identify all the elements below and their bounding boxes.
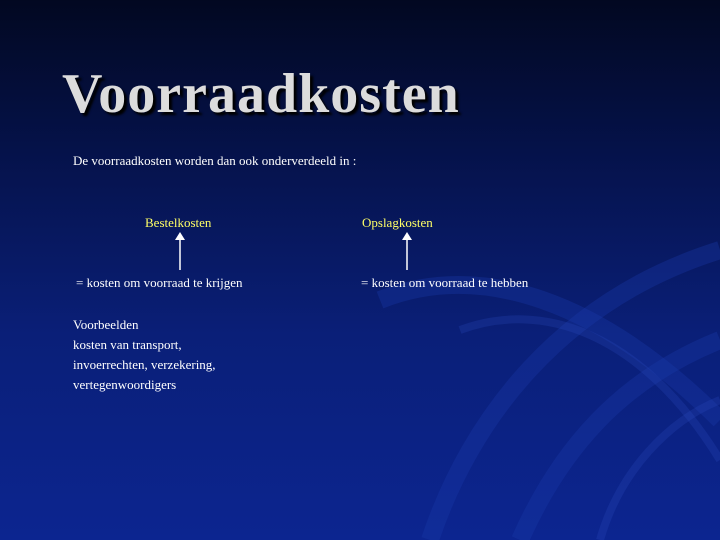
examples-line: invoerrechten, verzekering, — [73, 357, 216, 372]
examples-heading: Voorbeelden — [73, 317, 139, 332]
heading-bestelkosten: Bestelkosten — [145, 215, 212, 230]
description-opslagkosten: = kosten om voorraad te hebben — [361, 275, 529, 290]
up-arrow-icon — [401, 232, 413, 270]
examples-block — [73, 315, 216, 395]
slide-title: Voorraadkosten — [62, 63, 460, 125]
examples-line: vertegenwoordigers — [73, 377, 177, 392]
heading-opslagkosten: Opslagkosten — [362, 215, 433, 230]
up-arrow-icon — [174, 232, 186, 270]
examples-line: kosten van transport, — [73, 337, 182, 352]
slide-subtitle: De voorraadkosten worden dan ook onderverdeeld in : — [73, 153, 357, 168]
description-bestelkosten: = kosten om voorraad te krijgen — [76, 275, 243, 290]
